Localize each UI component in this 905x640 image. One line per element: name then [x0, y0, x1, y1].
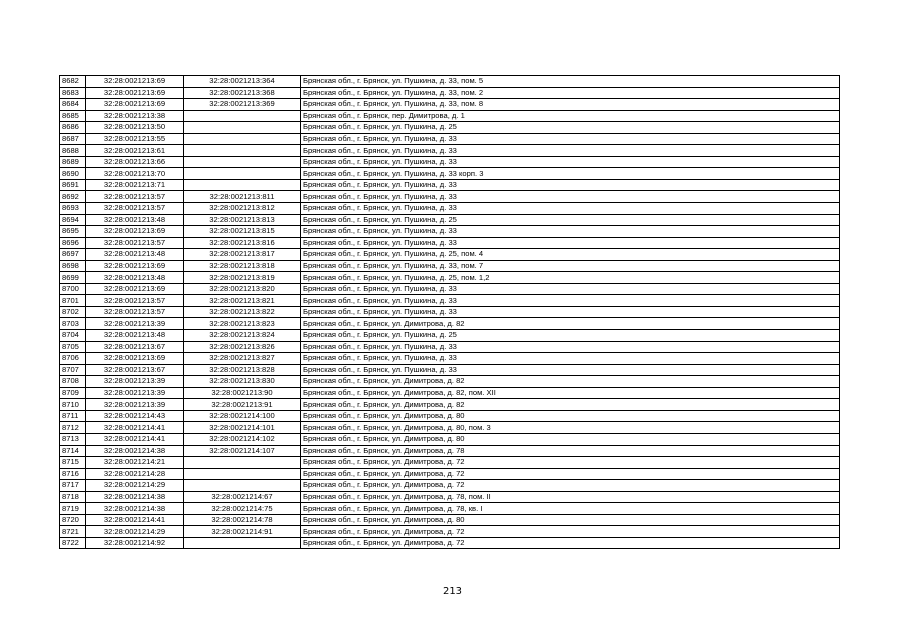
table-row	[60, 457, 840, 469]
object-cadastral-number-cell: 32:28:0021213:368	[184, 87, 301, 99]
row-number-cell: 8693	[60, 203, 86, 215]
parent-cadastral-number-cell: 32:28:0021213:50	[86, 122, 184, 134]
row-number-cell: 8683	[60, 87, 86, 99]
object-cadastral-number-cell: 32:28:0021213:822	[184, 306, 301, 318]
object-cadastral-number-cell	[184, 168, 301, 180]
parent-cadastral-number-cell: 32:28:0021213:67	[86, 341, 184, 353]
object-cadastral-number-cell: 32:28:0021213:811	[184, 191, 301, 203]
table-row	[60, 168, 840, 180]
row-number-cell: 8715	[60, 457, 86, 469]
table-row	[60, 99, 840, 111]
row-number-cell: 8720	[60, 514, 86, 526]
row-number-cell: 8722	[60, 537, 86, 549]
table-row	[60, 122, 840, 134]
object-cadastral-number-cell: 32:28:0021213:828	[184, 364, 301, 376]
address-cell: Брянская обл., г. Брянск, ул. Пушкина, д. 33	[301, 226, 840, 238]
table-row	[60, 283, 840, 295]
object-cadastral-number-cell: 32:28:0021213:369	[184, 99, 301, 111]
parent-cadastral-number-cell: 32:28:0021213:55	[86, 133, 184, 145]
object-cadastral-number-cell	[184, 179, 301, 191]
object-cadastral-number-cell: 32:28:0021214:107	[184, 445, 301, 457]
object-cadastral-number-cell: 32:28:0021213:817	[184, 249, 301, 261]
row-number-cell: 8704	[60, 330, 86, 342]
table-row	[60, 87, 840, 99]
address-cell: Брянская обл., г. Брянск, ул. Димитрова, д. 82, пом. XII	[301, 387, 840, 399]
object-cadastral-number-cell: 32:28:0021214:100	[184, 410, 301, 422]
object-cadastral-number-cell: 32:28:0021213:827	[184, 353, 301, 365]
parent-cadastral-number-cell: 32:28:0021213:69	[86, 76, 184, 88]
address-cell: Брянская обл., г. Брянск, ул. Димитрова, д. 72	[301, 480, 840, 492]
row-number-cell: 8684	[60, 99, 86, 111]
table-row	[60, 376, 840, 388]
parent-cadastral-number-cell: 32:28:0021213:69	[86, 226, 184, 238]
table-row	[60, 237, 840, 249]
table-row	[60, 526, 840, 538]
row-number-cell: 8691	[60, 179, 86, 191]
parent-cadastral-number-cell: 32:28:0021213:48	[86, 214, 184, 226]
row-number-cell: 8718	[60, 491, 86, 503]
row-number-cell: 8712	[60, 422, 86, 434]
object-cadastral-number-cell: 32:28:0021213:823	[184, 318, 301, 330]
table-row	[60, 110, 840, 122]
table-row	[60, 318, 840, 330]
row-number-cell: 8709	[60, 387, 86, 399]
page-number: 213	[442, 586, 463, 597]
row-number-cell: 8708	[60, 376, 86, 388]
table-row	[60, 306, 840, 318]
parent-cadastral-number-cell: 32:28:0021213:70	[86, 168, 184, 180]
parent-cadastral-number-cell: 32:28:0021214:21	[86, 457, 184, 469]
address-cell: Брянская обл., г. Брянск, ул. Димитрова, д. 80, пом. 3	[301, 422, 840, 434]
address-cell: Брянская обл., г. Брянск, ул. Пушкина, д. 33	[301, 353, 840, 365]
object-cadastral-number-cell	[184, 133, 301, 145]
object-cadastral-number-cell	[184, 480, 301, 492]
address-cell: Брянская обл., г. Брянск, ул. Пушкина, д. 33	[301, 283, 840, 295]
parent-cadastral-number-cell: 32:28:0021214:38	[86, 503, 184, 515]
object-cadastral-number-cell: 32:28:0021214:102	[184, 433, 301, 445]
row-number-cell: 8707	[60, 364, 86, 376]
table-row	[60, 422, 840, 434]
table-row	[60, 203, 840, 215]
table-row	[60, 514, 840, 526]
row-number-cell: 8711	[60, 410, 86, 422]
parent-cadastral-number-cell: 32:28:0021214:92	[86, 537, 184, 549]
row-number-cell: 8695	[60, 226, 86, 238]
object-cadastral-number-cell: 32:28:0021214:78	[184, 514, 301, 526]
parent-cadastral-number-cell: 32:28:0021214:41	[86, 514, 184, 526]
address-cell: Брянская обл., г. Брянск, ул. Димитрова, д. 78, кв. I	[301, 503, 840, 515]
row-number-cell: 8702	[60, 306, 86, 318]
row-number-cell: 8685	[60, 110, 86, 122]
parent-cadastral-number-cell: 32:28:0021213:57	[86, 203, 184, 215]
parent-cadastral-number-cell: 32:28:0021213:39	[86, 399, 184, 411]
object-cadastral-number-cell: 32:28:0021213:364	[184, 76, 301, 88]
object-cadastral-number-cell: 32:28:0021213:812	[184, 203, 301, 215]
row-number-cell: 8690	[60, 168, 86, 180]
object-cadastral-number-cell	[184, 156, 301, 168]
address-cell: Брянская обл., г. Брянск, ул. Пушкина, д. 33	[301, 191, 840, 203]
address-cell: Брянская обл., г. Брянск, ул. Пушкина, д. 33, пом. 8	[301, 99, 840, 111]
parent-cadastral-number-cell: 32:28:0021214:29	[86, 480, 184, 492]
table-row	[60, 503, 840, 515]
row-number-cell: 8703	[60, 318, 86, 330]
table-row	[60, 191, 840, 203]
address-cell: Брянская обл., г. Брянск, ул. Димитрова, д. 72	[301, 457, 840, 469]
parent-cadastral-number-cell: 32:28:0021213:57	[86, 191, 184, 203]
address-cell: Брянская обл., г. Брянск, ул. Пушкина, д. 33	[301, 364, 840, 376]
table-row	[60, 249, 840, 261]
row-number-cell: 8686	[60, 122, 86, 134]
parent-cadastral-number-cell: 32:28:0021213:69	[86, 353, 184, 365]
table-row	[60, 76, 840, 88]
address-cell: Брянская обл., г. Брянск, ул. Димитрова, д. 72	[301, 537, 840, 549]
object-cadastral-number-cell	[184, 468, 301, 480]
object-cadastral-number-cell: 32:28:0021213:90	[184, 387, 301, 399]
parent-cadastral-number-cell: 32:28:0021213:48	[86, 330, 184, 342]
parent-cadastral-number-cell: 32:28:0021214:28	[86, 468, 184, 480]
row-number-cell: 8696	[60, 237, 86, 249]
row-number-cell: 8687	[60, 133, 86, 145]
table-row	[60, 353, 840, 365]
object-cadastral-number-cell: 32:28:0021213:815	[184, 226, 301, 238]
table-row	[60, 330, 840, 342]
parent-cadastral-number-cell: 32:28:0021213:39	[86, 376, 184, 388]
object-cadastral-number-cell: 32:28:0021213:830	[184, 376, 301, 388]
address-cell: Брянская обл., г. Брянск, ул. Пушкина, д. 25, пом. 4	[301, 249, 840, 261]
row-number-cell: 8717	[60, 480, 86, 492]
address-cell: Брянская обл., г. Брянск, ул. Димитрова, д. 72	[301, 468, 840, 480]
row-number-cell: 8710	[60, 399, 86, 411]
row-number-cell: 8697	[60, 249, 86, 261]
address-cell: Брянская обл., г. Брянск, ул. Пушкина, д. 33	[301, 203, 840, 215]
object-cadastral-number-cell: 32:28:0021213:816	[184, 237, 301, 249]
object-cadastral-number-cell: 32:28:0021214:67	[184, 491, 301, 503]
registry-table-body	[60, 76, 840, 549]
address-cell: Брянская обл., г. Брянск, ул. Пушкина, д. 25	[301, 214, 840, 226]
row-number-cell: 8698	[60, 260, 86, 272]
table-row	[60, 179, 840, 191]
table-row	[60, 445, 840, 457]
object-cadastral-number-cell: 32:28:0021213:91	[184, 399, 301, 411]
parent-cadastral-number-cell: 32:28:0021213:67	[86, 364, 184, 376]
row-number-cell: 8682	[60, 76, 86, 88]
object-cadastral-number-cell: 32:28:0021213:819	[184, 272, 301, 284]
address-cell: Брянская обл., г. Брянск, ул. Димитрова, д. 72	[301, 526, 840, 538]
table-row	[60, 226, 840, 238]
row-number-cell: 8719	[60, 503, 86, 515]
row-number-cell: 8713	[60, 433, 86, 445]
parent-cadastral-number-cell: 32:28:0021213:69	[86, 283, 184, 295]
parent-cadastral-number-cell: 32:28:0021213:38	[86, 110, 184, 122]
parent-cadastral-number-cell: 32:28:0021213:69	[86, 87, 184, 99]
object-cadastral-number-cell: 32:28:0021213:813	[184, 214, 301, 226]
row-number-cell: 8714	[60, 445, 86, 457]
address-cell: Брянская обл., г. Брянск, пер. Димитрова, д. 1	[301, 110, 840, 122]
parent-cadastral-number-cell: 32:28:0021214:29	[86, 526, 184, 538]
address-cell: Брянская обл., г. Брянск, ул. Димитрова, д. 78	[301, 445, 840, 457]
object-cadastral-number-cell	[184, 457, 301, 469]
table-row	[60, 156, 840, 168]
row-number-cell: 8688	[60, 145, 86, 157]
object-cadastral-number-cell: 32:28:0021213:820	[184, 283, 301, 295]
address-cell: Брянская обл., г. Брянск, ул. Пушкина, д. 33 корп. 3	[301, 168, 840, 180]
row-number-cell: 8689	[60, 156, 86, 168]
object-cadastral-number-cell	[184, 110, 301, 122]
address-cell: Брянская обл., г. Брянск, ул. Пушкина, д. 33	[301, 237, 840, 249]
address-cell: Брянская обл., г. Брянск, ул. Димитрова, д. 82	[301, 376, 840, 388]
address-cell: Брянская обл., г. Брянск, ул. Димитрова, д. 78, пом. II	[301, 491, 840, 503]
object-cadastral-number-cell: 32:28:0021214:75	[184, 503, 301, 515]
table-row	[60, 214, 840, 226]
object-cadastral-number-cell: 32:28:0021214:101	[184, 422, 301, 434]
table-row	[60, 133, 840, 145]
table-row	[60, 364, 840, 376]
parent-cadastral-number-cell: 32:28:0021213:57	[86, 237, 184, 249]
object-cadastral-number-cell: 32:28:0021213:824	[184, 330, 301, 342]
object-cadastral-number-cell: 32:28:0021213:818	[184, 260, 301, 272]
table-row	[60, 537, 840, 549]
row-number-cell: 8700	[60, 283, 86, 295]
parent-cadastral-number-cell: 32:28:0021213:57	[86, 306, 184, 318]
address-cell: Брянская обл., г. Брянск, ул. Димитрова, д. 82	[301, 318, 840, 330]
parent-cadastral-number-cell: 32:28:0021213:48	[86, 272, 184, 284]
address-cell: Брянская обл., г. Брянск, ул. Пушкина, д. 33, пом. 2	[301, 87, 840, 99]
address-cell: Брянская обл., г. Брянск, ул. Пушкина, д. 33	[301, 179, 840, 191]
parent-cadastral-number-cell: 32:28:0021213:66	[86, 156, 184, 168]
address-cell: Брянская обл., г. Брянск, ул. Димитрова, д. 80	[301, 433, 840, 445]
table-row	[60, 145, 840, 157]
row-number-cell: 8692	[60, 191, 86, 203]
table-row	[60, 468, 840, 480]
row-number-cell: 8699	[60, 272, 86, 284]
address-cell: Брянская обл., г. Брянск, ул. Пушкина, д. 33	[301, 295, 840, 307]
table-row	[60, 387, 840, 399]
row-number-cell: 8701	[60, 295, 86, 307]
table-row	[60, 341, 840, 353]
parent-cadastral-number-cell: 32:28:0021214:41	[86, 422, 184, 434]
address-cell: Брянская обл., г. Брянск, ул. Димитрова, д. 80	[301, 410, 840, 422]
address-cell: Брянская обл., г. Брянск, ул. Пушкина, д. 33	[301, 156, 840, 168]
parent-cadastral-number-cell: 32:28:0021214:41	[86, 433, 184, 445]
object-cadastral-number-cell: 32:28:0021213:826	[184, 341, 301, 353]
object-cadastral-number-cell	[184, 145, 301, 157]
parent-cadastral-number-cell: 32:28:0021213:69	[86, 99, 184, 111]
table-row	[60, 260, 840, 272]
parent-cadastral-number-cell: 32:28:0021214:43	[86, 410, 184, 422]
address-cell: Брянская обл., г. Брянск, ул. Пушкина, д. 33	[301, 341, 840, 353]
row-number-cell: 8706	[60, 353, 86, 365]
parent-cadastral-number-cell: 32:28:0021213:39	[86, 387, 184, 399]
table-row	[60, 272, 840, 284]
row-number-cell: 8721	[60, 526, 86, 538]
row-number-cell: 8705	[60, 341, 86, 353]
parent-cadastral-number-cell: 32:28:0021214:38	[86, 491, 184, 503]
object-cadastral-number-cell: 32:28:0021213:821	[184, 295, 301, 307]
address-cell: Брянская обл., г. Брянск, ул. Пушкина, д. 25	[301, 330, 840, 342]
table-row	[60, 433, 840, 445]
parent-cadastral-number-cell: 32:28:0021213:61	[86, 145, 184, 157]
address-cell: Брянская обл., г. Брянск, ул. Пушкина, д. 33, пом. 7	[301, 260, 840, 272]
row-number-cell: 8694	[60, 214, 86, 226]
object-cadastral-number-cell	[184, 122, 301, 134]
address-cell: Брянская обл., г. Брянск, ул. Пушкина, д. 33, пом. 5	[301, 76, 840, 88]
table-row	[60, 410, 840, 422]
table-row	[60, 295, 840, 307]
row-number-cell: 8716	[60, 468, 86, 480]
address-cell: Брянская обл., г. Брянск, ул. Пушкина, д. 25	[301, 122, 840, 134]
parent-cadastral-number-cell: 32:28:0021213:71	[86, 179, 184, 191]
table-row	[60, 480, 840, 492]
registry-table	[59, 75, 840, 549]
parent-cadastral-number-cell: 32:28:0021213:69	[86, 260, 184, 272]
object-cadastral-number-cell	[184, 537, 301, 549]
address-cell: Брянская обл., г. Брянск, ул. Димитрова, д. 82	[301, 399, 840, 411]
address-cell: Брянская обл., г. Брянск, ул. Пушкина, д. 33	[301, 306, 840, 318]
parent-cadastral-number-cell: 32:28:0021213:57	[86, 295, 184, 307]
address-cell: Брянская обл., г. Брянск, ул. Пушкина, д. 25, пом. 1,2	[301, 272, 840, 284]
address-cell: Брянская обл., г. Брянск, ул. Пушкина, д. 33	[301, 145, 840, 157]
parent-cadastral-number-cell: 32:28:0021213:39	[86, 318, 184, 330]
parent-cadastral-number-cell: 32:28:0021213:48	[86, 249, 184, 261]
address-cell: Брянская обл., г. Брянск, ул. Пушкина, д. 33	[301, 133, 840, 145]
table-row	[60, 491, 840, 503]
parent-cadastral-number-cell: 32:28:0021214:38	[86, 445, 184, 457]
table-row	[60, 399, 840, 411]
address-cell: Брянская обл., г. Брянск, ул. Димитрова, д. 80	[301, 514, 840, 526]
object-cadastral-number-cell: 32:28:0021214:91	[184, 526, 301, 538]
